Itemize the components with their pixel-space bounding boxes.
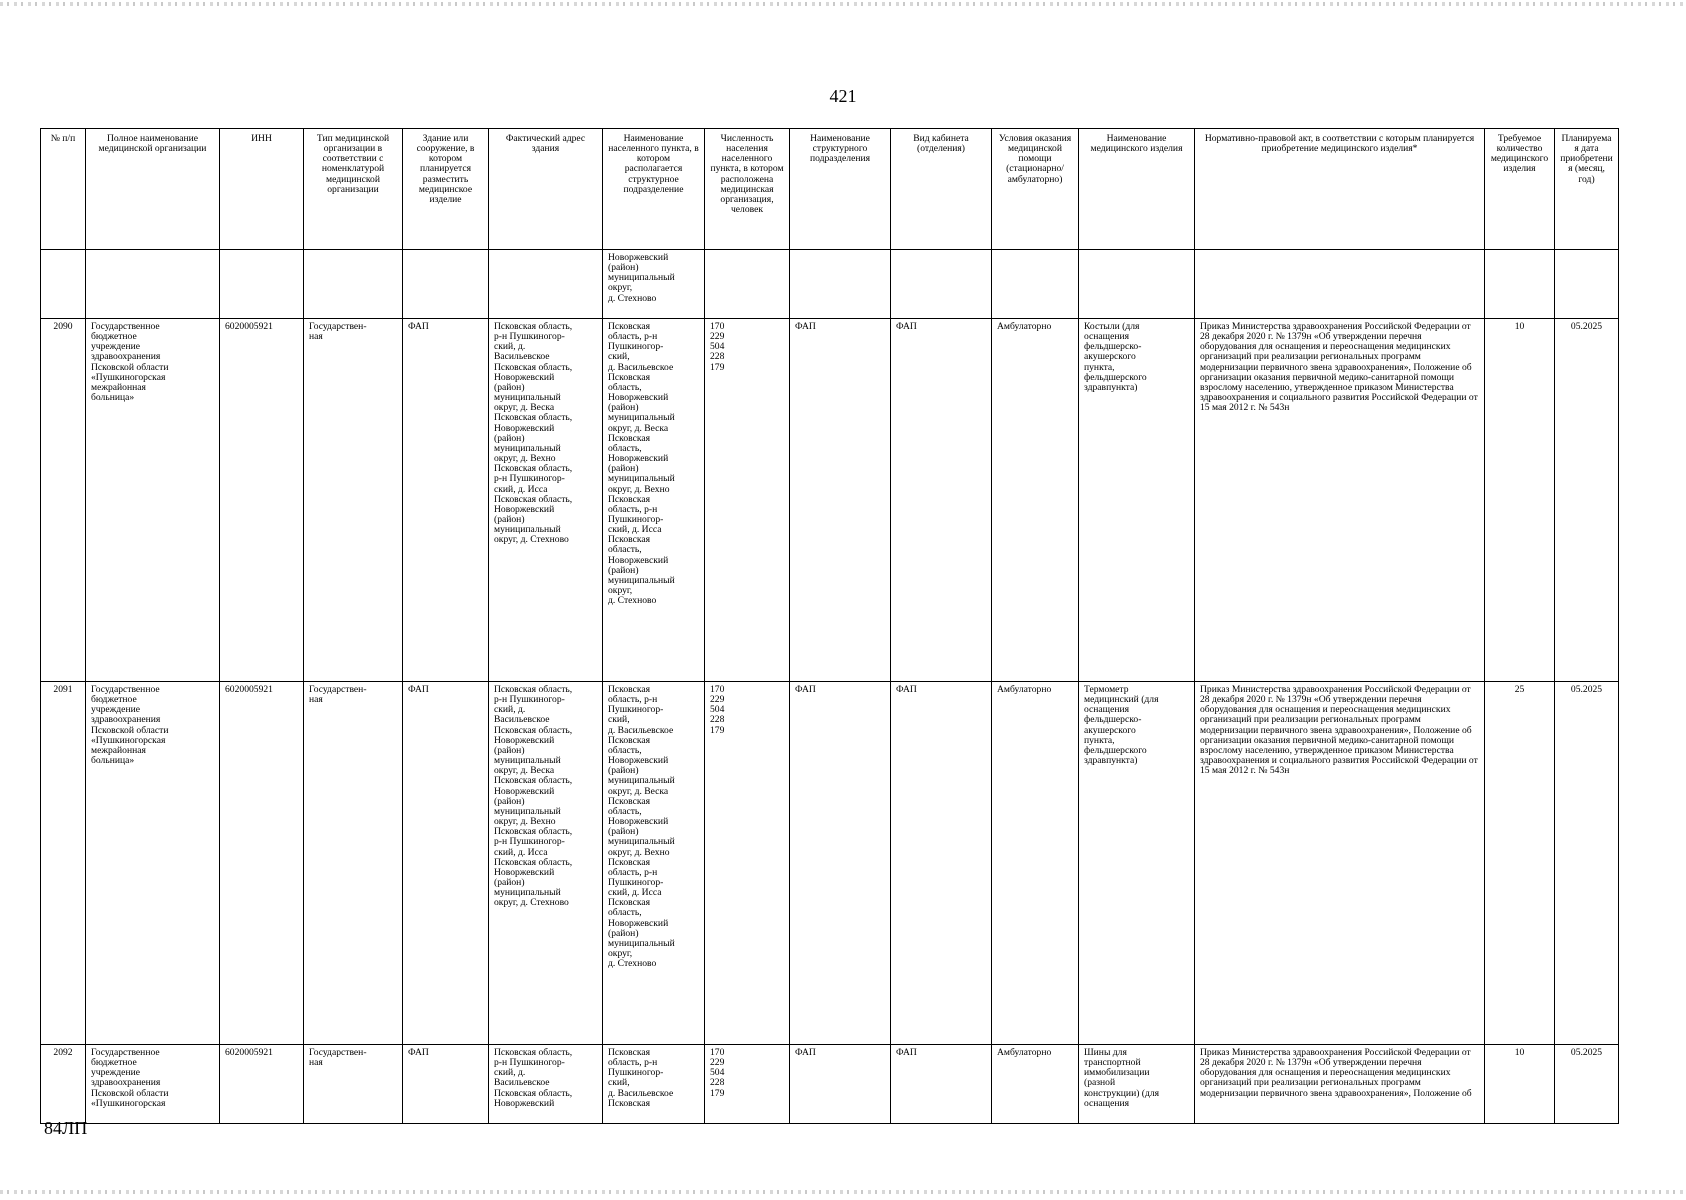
equipment-table <box>40 128 1619 1124</box>
table-cell <box>403 250 489 319</box>
table-cell <box>1079 250 1195 319</box>
cell-unit: ФАП <box>790 319 891 682</box>
footer-mark: 84ЛП <box>44 1118 88 1138</box>
cell-inn: 6020005921 <box>220 319 304 682</box>
col-header-date: Планируемая дата приобретения (месяц, год) <box>1555 129 1619 250</box>
col-header-device: Наименование медицинского изделия <box>1079 129 1195 250</box>
cell-cabinet: ФАП <box>891 682 992 1045</box>
cell-cabinet: ФАП <box>891 319 992 682</box>
cell-settlement: Псковская область, р-н Пушкиногор- ский, д. Васильевское Псковская область, Новоржевский (район) муниципальный округ, д. Веска Псковская область, Новоржевский (район) муниципальный округ, д. Вехно Псковская область, р-н Пушкиногор- ский, д. Исса Псковская область, Новоржевский (район) муниципальный округ, д. Стехново <box>603 682 705 1045</box>
cell-settlement: Псковская область, р-н Пушкиногор- ский, д. Васильевское Псковская область, Новоржевский (район) муниципальный округ, д. Веска Псковская область, Новоржевский (район) муниципальный округ, д. Вехно Псковская область, р-н Пушкиногор- ский, д. Исса Псковская область, Новоржевский (район) муниципальный округ, д. Стехново <box>603 319 705 682</box>
cell-number: 2092 <box>41 1045 86 1124</box>
table-cell <box>86 250 220 319</box>
col-header-address: Фактический адрес здания <box>489 129 603 250</box>
table-row <box>41 682 1619 1045</box>
cell-device: Шины для транспортной иммобилизации (разной конструкции) (для оснащения <box>1079 1045 1195 1124</box>
cell-population: 170 229 504 228 179 <box>705 682 790 1045</box>
cell-organization: Государственное бюджетное учреждение здравоохранения Псковской области «Пушкиногорская межрайонная больница» <box>86 682 220 1045</box>
cell-building: ФАП <box>403 319 489 682</box>
cell-quantity: 10 <box>1485 319 1555 682</box>
settlement-text: Новоржевский (район) муниципальный округ, д. Стехново <box>608 252 675 304</box>
cell-legal-act: Приказ Министерства здравоохранения Российской Федерации от 28 декабря 2020 г. № 1379н «Об утверждении перечня оборудования для оснащения и переоснащения медицинских организаций при реализации региональных программ модернизации первичного звена здравоохранения», Положение об организации оказания первичной медико-санитарной помощи взрослому населению, утвержденное приказом Министерства здравоохранения и социального развития Российской Федерации от 15 мая 2012 г. № 543н <box>1195 319 1485 682</box>
cell-cabinet: ФАП <box>891 1045 992 1124</box>
table-row-continuation <box>41 250 1619 319</box>
cell-population: 170 229 504 228 179 <box>705 1045 790 1124</box>
cell-inn: 6020005921 <box>220 1045 304 1124</box>
cell-date: 05.2025 <box>1555 682 1619 1045</box>
col-header-org-type: Тип медицинской организации в соответствии с номенклатурой медицинской организации <box>304 129 403 250</box>
table-cell <box>1485 250 1555 319</box>
col-header-unit: Наименование структурного подразделения <box>790 129 891 250</box>
table-cell-settlement <box>603 250 705 319</box>
cell-conditions: Амбулаторно <box>992 1045 1079 1124</box>
col-header-cabinet: Вид кабинета (отделения) <box>891 129 992 250</box>
cell-building: ФАП <box>403 682 489 1045</box>
cell-address: Псковская область, р-н Пушкиногор- ский, д. Васильевское Псковская область, Новоржевский (район) муниципальный округ, д. Веска Псковская область, Новоржевский (район) муниципальный округ, д. Вехно Псковская область, р-н Пушкиногор- ский, д. Исса Псковская область, Новоржевский (район) муниципальный округ, д. Стехново <box>489 319 603 682</box>
table-row <box>41 1045 1619 1124</box>
cell-conditions: Амбулаторно <box>992 682 1079 1045</box>
col-header-inn: ИНН <box>220 129 304 250</box>
col-header-number: № п/п <box>41 129 86 250</box>
col-header-quantity: Требуемое количество медицинского изделия <box>1485 129 1555 250</box>
cell-address: Псковская область, р-н Пушкиногор- ский, д. Васильевское Псковская область, Новоржевский <box>489 1045 603 1124</box>
cell-quantity: 10 <box>1485 1045 1555 1124</box>
col-header-population: Численность населения населенного пункта, в котором расположена медицинская организация, человек <box>705 129 790 250</box>
cell-conditions: Амбулаторно <box>992 319 1079 682</box>
cell-unit: ФАП <box>790 682 891 1045</box>
header-row <box>41 129 1619 250</box>
table-cell <box>992 250 1079 319</box>
col-header-conditions: Условия оказания медицинской помощи (стационарно/ амбулаторно) <box>992 129 1079 250</box>
cell-legal-act: Приказ Министерства здравоохранения Российской Федерации от 28 декабря 2020 г. № 1379н «Об утверждении перечня оборудования для оснащения и переоснащения медицинских организаций при реализации региональных программ модернизации первичного звена здравоохранения», Положение об <box>1195 1045 1485 1124</box>
cell-number: 2091 <box>41 682 86 1045</box>
col-header-legal-act: Нормативно-правовой акт, в соответствии с которым планируется приобретение медицинского изделия* <box>1195 129 1485 250</box>
cell-inn: 6020005921 <box>220 682 304 1045</box>
table-cell <box>891 250 992 319</box>
cell-population: 170 229 504 228 179 <box>705 319 790 682</box>
page-number: 421 <box>829 86 857 106</box>
col-header-organization: Полное наименование медицинской организации <box>86 129 220 250</box>
cell-org-type: Государствен- ная <box>304 1045 403 1124</box>
cell-settlement: Псковская область, р-н Пушкиногор- ский, д. Васильевское Псковская <box>603 1045 705 1124</box>
cell-address: Псковская область, р-н Пушкиногор- ский, д. Васильевское Псковская область, Новоржевский (район) муниципальный округ, д. Веска Псковская область, Новоржевский (район) муниципальный округ, д. Вехно Псковская область, р-н Пушкиногор- ский, д. Исса Псковская область, Новоржевский (район) муниципальный округ, д. Стехново <box>489 682 603 1045</box>
table-cell <box>489 250 603 319</box>
table-cell <box>1555 250 1619 319</box>
cell-unit: ФАП <box>790 1045 891 1124</box>
table-cell <box>790 250 891 319</box>
col-header-building: Здание или сооружение, в котором планируется разместить медицинское изделие <box>403 129 489 250</box>
cell-date: 05.2025 <box>1555 319 1619 682</box>
cell-device: Термометр медицинский (для оснащения фельдшерско- акушерского пункта, фельдшерского здравпункта) <box>1079 682 1195 1045</box>
table-cell <box>705 250 790 319</box>
scan-edge-top <box>0 2 1686 6</box>
cell-organization: Государственное бюджетное учреждение здравоохранения Псковской области «Пушкиногорская межрайонная больница» <box>86 319 220 682</box>
cell-org-type: Государствен- ная <box>304 682 403 1045</box>
cell-building: ФАП <box>403 1045 489 1124</box>
cell-organization: Государственное бюджетное учреждение здравоохранения Псковской области «Пушкиногорская <box>86 1045 220 1124</box>
col-header-settlement: Наименование населенного пункта, в котором располагается структурное подразделение <box>603 129 705 250</box>
table-row <box>41 319 1619 682</box>
cell-quantity: 25 <box>1485 682 1555 1045</box>
cell-device: Костыли (для оснащения фельдшерско- акушерского пункта, фельдшерского здравпункта) <box>1079 319 1195 682</box>
table-cell <box>41 250 86 319</box>
scan-edge-bottom <box>0 1190 1686 1194</box>
cell-number: 2090 <box>41 319 86 682</box>
cell-legal-act: Приказ Министерства здравоохранения Российской Федерации от 28 декабря 2020 г. № 1379н «Об утверждении перечня оборудования для оснащения и переоснащения медицинских организаций при реализации региональных программ модернизации первичного звена здравоохранения», Положение об организации оказания первичной медико-санитарной помощи взрослому населению, утвержденное приказом Министерства здравоохранения и социального развития Российской Федерации от 15 мая 2012 г. № 543н <box>1195 682 1485 1045</box>
table-cell <box>304 250 403 319</box>
cell-org-type: Государствен- ная <box>304 319 403 682</box>
table-cell <box>220 250 304 319</box>
table-cell <box>1195 250 1485 319</box>
cell-date: 05.2025 <box>1555 1045 1619 1124</box>
